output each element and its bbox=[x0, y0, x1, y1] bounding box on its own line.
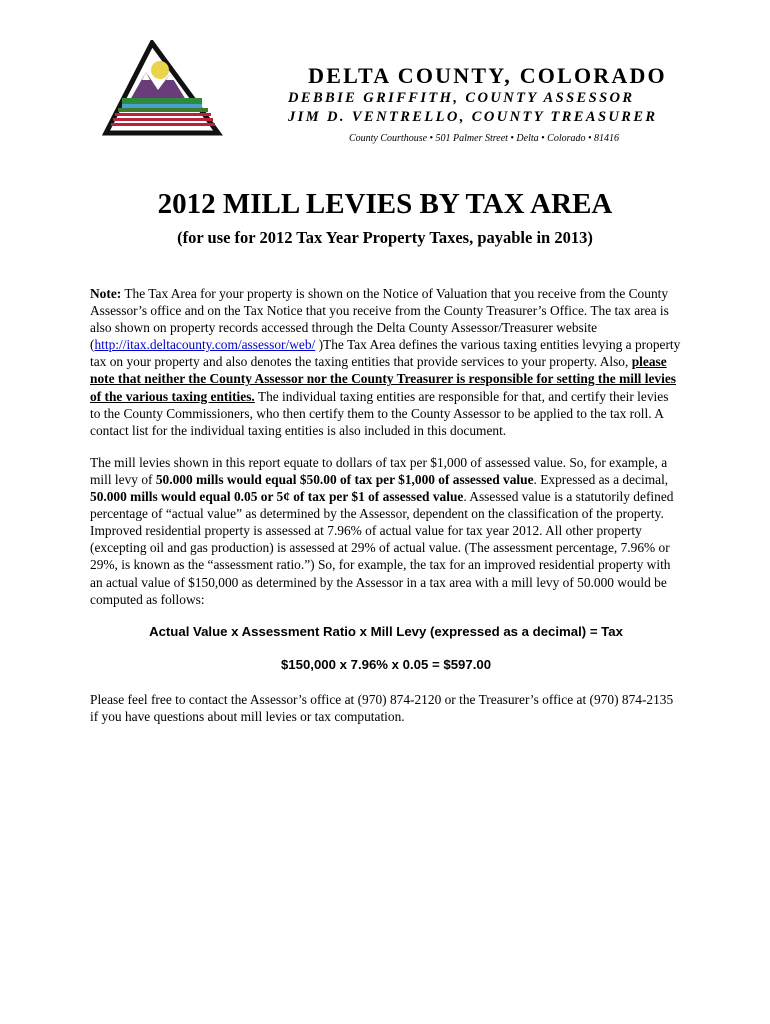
note-emphasis: please note that neither the County Assessor nor the County Treasurer is responsible for setting the mill levies of the various taxing entities. bbox=[90, 354, 676, 404]
explain-text-3: . Assessed value is a statutorily defined percentage of “actual value” as determined by the Assessor, dependent on the classification of the property. Improved residential property is assessed at 7.96% of actual value for tax year 2012. All other property (excepting oil and gas production) is assessed at 29% of actual value. (The assessment percentage, 7.96% or 29%, is known as the “assessment ratio.”) So, for example, the tax for an improved residential property with an actual value of $150,000 as determined by the Assessor in a tax area with a mill levy of 50.000 would be computed as follows: bbox=[90, 489, 674, 607]
county-name: DELTA COUNTY, COLORADO bbox=[308, 63, 667, 88]
explain-text-2: . Expressed as a decimal, bbox=[533, 471, 669, 487]
office-address: County Courthouse • 501 Palmer Street • Delta • Colorado • 81416 bbox=[348, 133, 619, 144]
treasurer-name: JIM D. VENTRELLO, COUNTY TREASURER bbox=[288, 109, 658, 125]
explain-text-1: The mill levies shown in this report equate to dollars of tax per $1,000 of assessed value. So, for example, a mill levy of bbox=[90, 454, 668, 487]
note-text-3: The individual taxing entities are responsible for that, and certify their levies to the County Commissioners, who then certify them to the County Assessor to be applied to the tax roll. A contact list for the individual taxing entities is also included in this document. bbox=[90, 388, 669, 438]
document-body bbox=[90, 285, 682, 740]
example-calculation: $150,000 x 7.96% x 0.05 = $597.00 bbox=[280, 656, 492, 672]
assessor-website-link[interactable]: http://itax.deltacounty.com/assessor/web/ bbox=[94, 337, 316, 353]
contact-paragraph: Please feel free to contact the Assessor’s office at (970) 874-2120 or the Treasurer’s office at (970) 874-2135 if you have questions about mill levies or tax computation. bbox=[90, 691, 674, 724]
explain-bold-2: 50.000 mills would equal 0.05 or 5¢ of tax per $1 of assessed value bbox=[90, 489, 464, 505]
explain-bold-1: 50.000 mills would equal $50.00 of tax per $1,000 of assessed value bbox=[155, 471, 534, 487]
county-logo bbox=[100, 40, 224, 140]
note-paragraph bbox=[90, 285, 682, 439]
document-subtitle: (for use for 2012 Tax Year Property Taxes, payable in 2013) bbox=[177, 228, 593, 247]
explanation-paragraph bbox=[90, 454, 682, 608]
document-title: 2012 MILL LEVIES BY TAX AREA bbox=[157, 188, 613, 220]
formula-line: Actual Value x Assessment Ratio x Mill Levy (expressed as a decimal) = Tax bbox=[149, 623, 623, 639]
assessor-name: DEBBIE GRIFFITH, COUNTY ASSESSOR bbox=[288, 90, 635, 106]
note-text-2: )The Tax Area defines the various taxing entities levying a property tax on your property and also denotes the taxing entities that provide services to your property. Also, bbox=[90, 337, 681, 370]
note-text-1: The Tax Area for your property is shown on the Notice of Valuation that you receive from the County Assessor’s office and on the Tax Notice that you receive from the County Treasurer’s Office. The tax area is also shown on property records accessed through the Delta County Assessor/Treasurer website ( bbox=[90, 286, 669, 353]
note-label: Note: bbox=[90, 286, 122, 301]
letterhead bbox=[280, 63, 700, 144]
